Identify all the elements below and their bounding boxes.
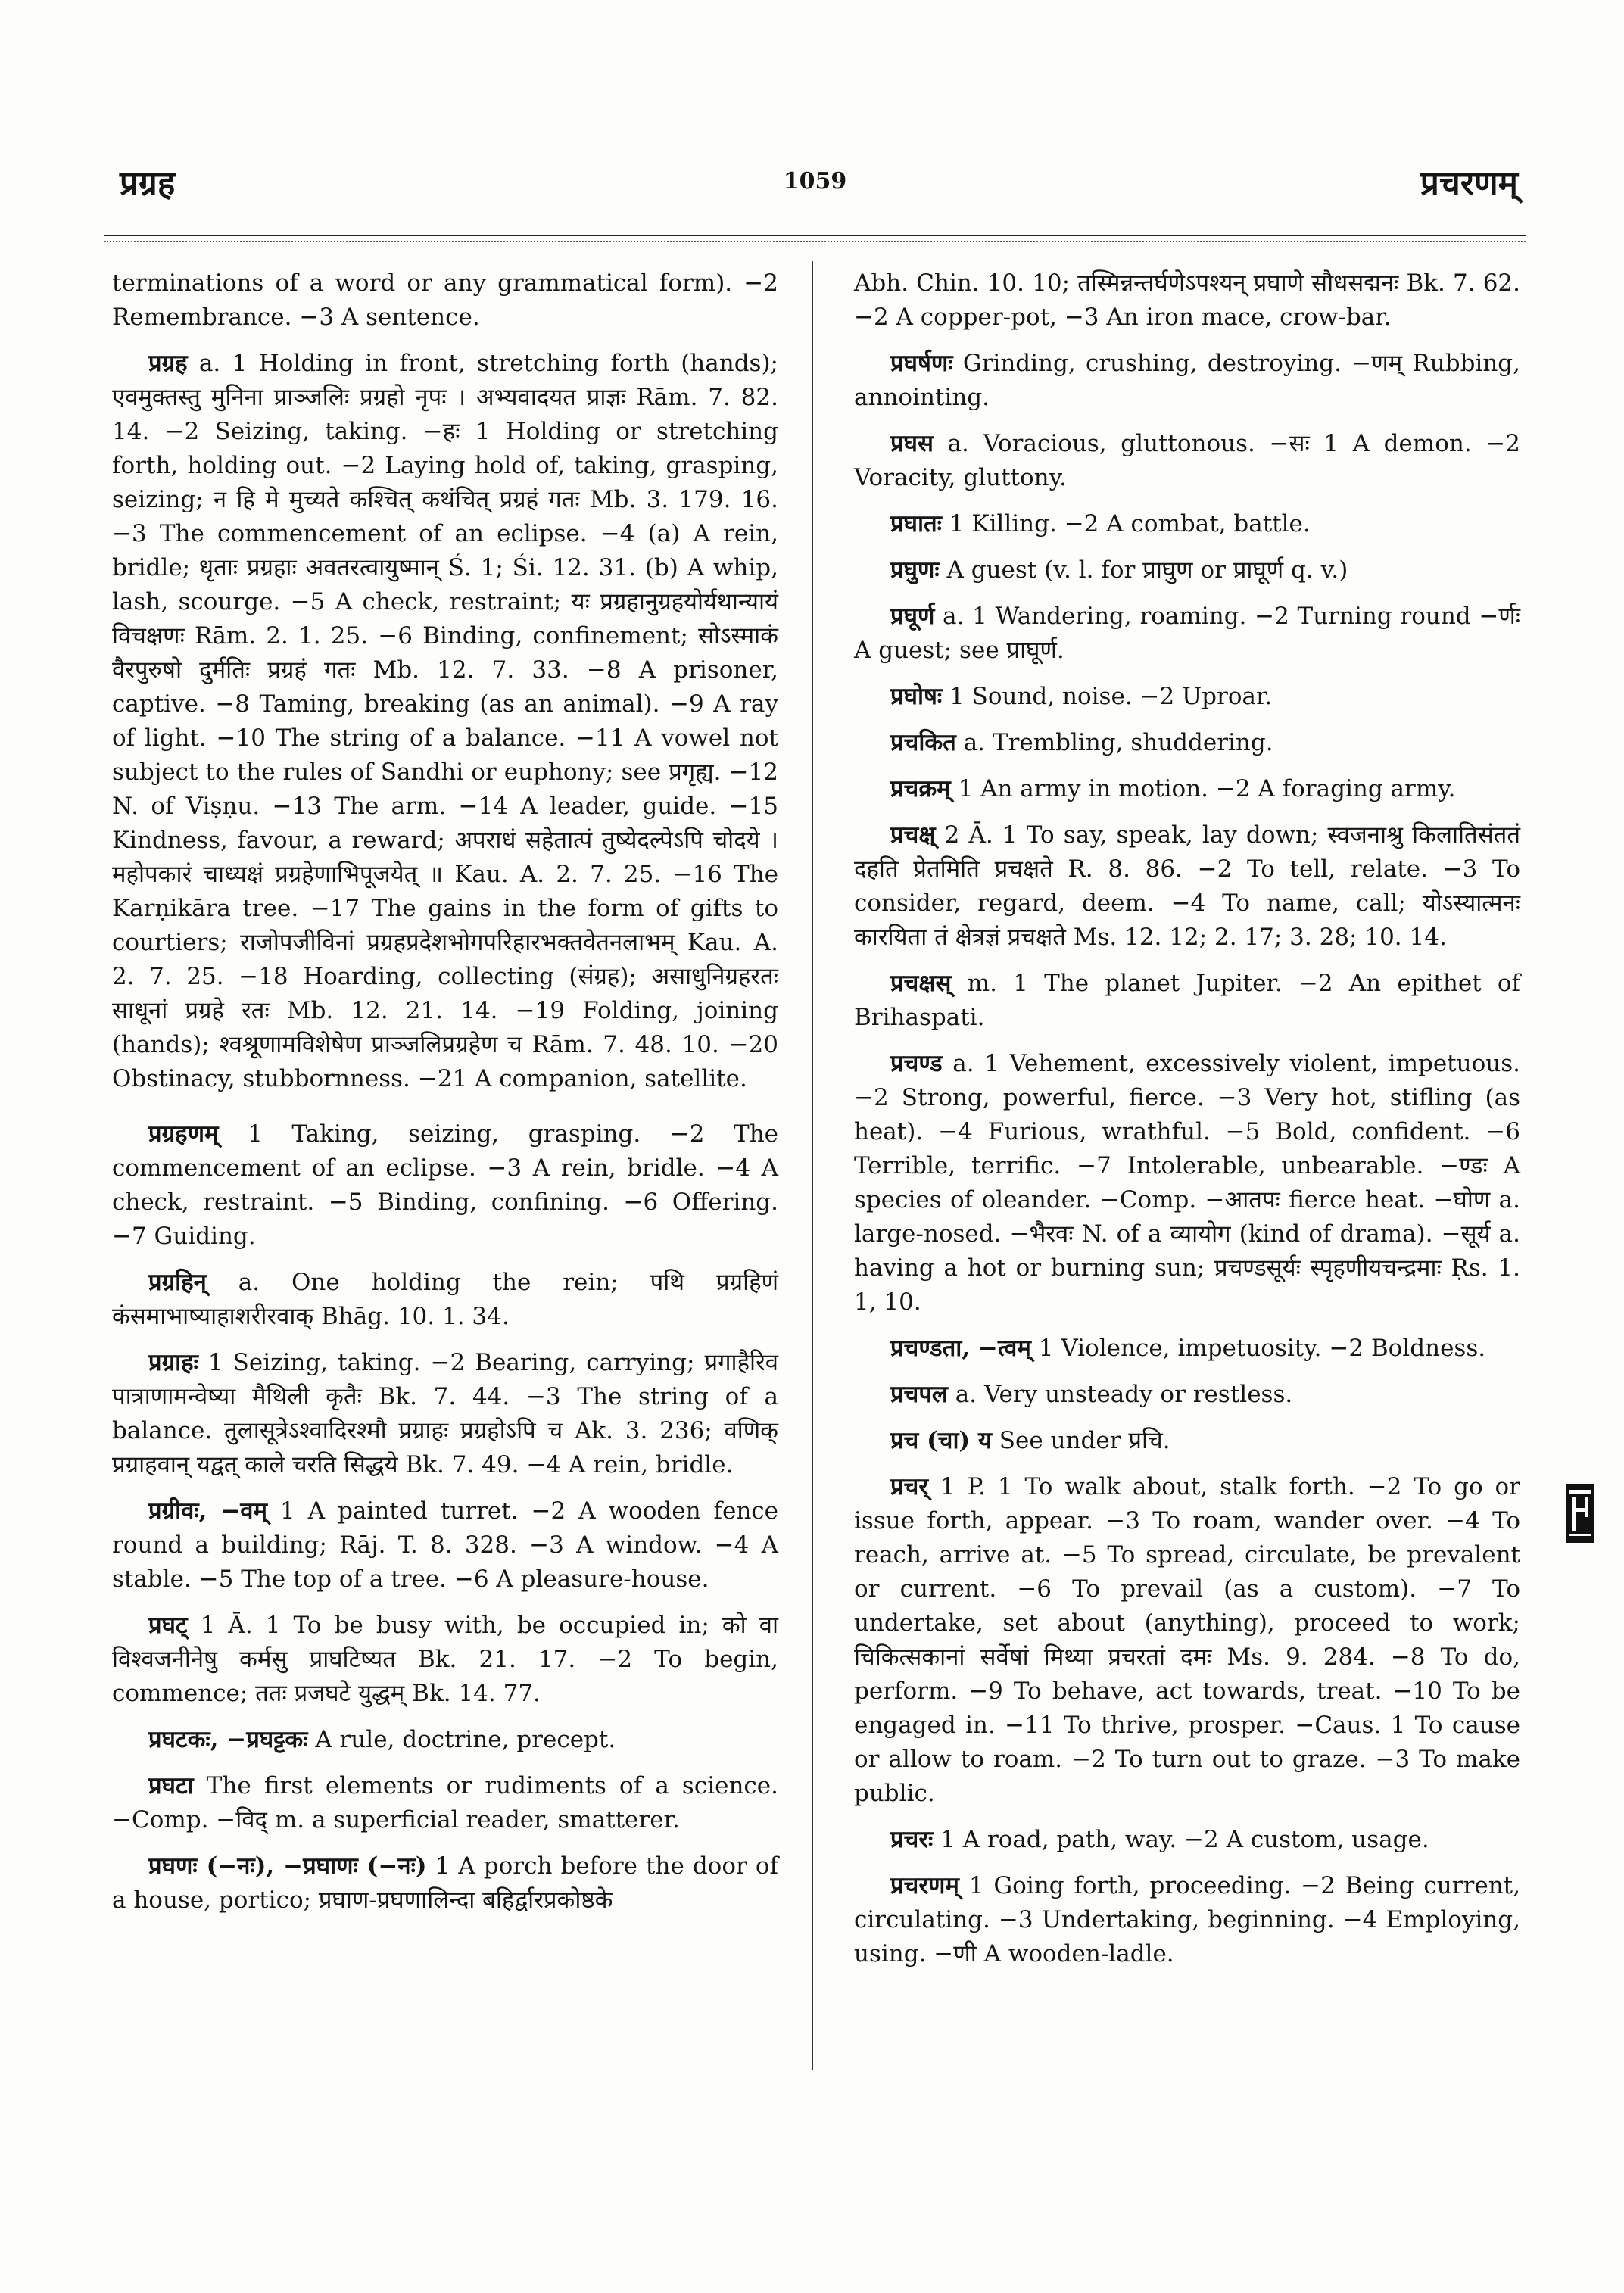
entry-headword: प्रग्रहणम् [148,1120,219,1148]
entry-headword: प्रघणः (−नः), −प्रघाणः (−नः) [148,1852,427,1880]
header-dotted-rule [104,241,1526,242]
entry-headword: प्रघर्षणः [890,350,953,377]
dictionary-entry: प्रचरणम् 1 Going forth, proceeding. −2 Being current, circulating. −3 Undertaking, beginning. −4 Employing, using. −णी A wooden-ladle. [854,1872,1520,1967]
entry-headword: प्रग्राहः [148,1349,198,1376]
entry-headword: प्रचरः [890,1826,934,1853]
dictionary-entry: प्रघटा The first elements or rudiments of a science. −Comp. −विद् m. a superficial reader, smatterer. [112,1772,778,1833]
entry-headword: प्रच (चा) य [890,1427,992,1454]
dictionary-entry: प्रघणः (−नः), −प्रघाणः (−नः) 1 A porch before the door of a house, portico; प्रघाण-प्रघणालिन्दा बहिर्द्वारप्रकोष्ठके [112,1852,778,1914]
entry-headword: प्रग्रीवः, −वम् [148,1497,268,1525]
dictionary-entry: Abh. Chin. 10. 10; तस्मिन्नन्तर्घणेऽपश्यन् प्रघाणे सौधसद्मनः Bk. 7. 62. −2 A copper-pot, −3 An iron mace, crow-bar. [854,269,1520,331]
entry-headword: प्रचण्डता, −त्वम् [890,1335,1031,1362]
dictionary-entry: प्रघर्षणः Grinding, crushing, destroying. −णम् Rubbing, annointing. [854,350,1520,411]
entry-headword: प्रग्रहिन् [148,1269,207,1296]
dictionary-entry: प्रघस a. Voracious, gluttonous. −सः 1 A demon. −2 Voracity, gluttony. [854,430,1520,491]
column-separator [812,261,813,2070]
entry-headword: प्रघस [890,430,934,457]
entry-headword: प्रघटकः, −प्रघट्टकः [148,1726,308,1753]
header-rule [104,235,1526,236]
dictionary-entry: प्रचकित a. Trembling, shuddering. [890,729,1273,756]
entry-headword: प्रचण्ड [890,1050,943,1077]
entry-headword: प्रघोषः [890,683,943,710]
dictionary-entry: प्रघोषः 1 Sound, noise. −2 Uproar. [890,683,1273,710]
dictionary-entry: प्रग्रहणम् 1 Taking, seizing, grasping. −2 The commencement of an eclipse. −3 A rein, bridle. −4 A check, restraint. −5 Binding, confining. −6 Offering. −7 Guiding. [112,1120,778,1250]
dictionary-entry: प्रग्राहः 1 Seizing, taking. −2 Bearing, carrying; प्रगाहैरिव पात्राणामन्वेष्या मैथिली कृतैः Bk. 7. 44. −3 The string of a balance. तुलासूत्रेऽश्वादिरश्मौ प्रग्राहः प्रग्रहोऽपि च Ak. 3. 236; वणिक् प्रग्राहवान् यद्वत् काले चरति सिद्धये Bk. 7. 49. −4 A rein, bridle. [112,1349,778,1478]
entry-headword: प्रचक्षस् [890,970,952,997]
dictionary-entry: प्रचण्ड a. 1 Vehement, excessively violent, impetuous. −2 Strong, powerful, fierce. −3 Very hot, stifling (as heat). −4 Furious, wrathful. −5 Bold, confident. −6 Terrible, terrific. −7 Intolerable, unbearable. −ण्डः A species of oleander. −Comp. −आतपः fierce heat. −घोण a. large-nosed. −भैरवः N. of a व्यायोग (kind of drama). −सूर्य a. having a hot or burning sun; प्रचण्डसूर्यः स्पृहणीयचन्द्रमाः Ṛs. 1. 1, 10. [854,1050,1520,1316]
dictionary-entry: प्रच (चा) य See under प्रचि. [890,1427,1170,1454]
left-column [112,266,778,1930]
page-number: 1059 [783,168,847,195]
entry-headword: प्रचक्रम् [890,775,951,802]
dictionary-entry: प्रघुणः A guest (v. l. for प्राघुण or प्राघूर्ण q. v.) [890,556,1348,584]
dictionary-entry: प्रघट् 1 Ā. 1 To be busy with, be occupied in; को वा विश्वजनीनेषु कर्मसु प्राघटिष्यत Bk. 21. 17. −2 To begin, commence; ततः प्रजघटे युद्धम् Bk. 14. 77. [112,1612,778,1707]
dictionary-entry: प्रचक्षस् m. 1 The planet Jupiter. −2 An epithet of Brihaspati. [854,970,1520,1031]
entry-headword: प्रचर् [890,1473,929,1500]
entry-headword: प्रघट् [148,1612,188,1639]
dictionary-entry: प्रघातः 1 Killing. −2 A combat, battle. [890,510,1311,537]
dictionary-entry: प्रघटकः, −प्रघट्टकः A rule, doctrine, precept. [148,1726,616,1753]
entry-headword: प्रचपल [890,1381,948,1408]
dictionary-entry: प्रचक्रम् 1 An army in motion. −2 A foraging army. [890,775,1456,802]
dictionary-entry: प्रचरः 1 A road, path, way. −2 A custom, usage. [890,1826,1429,1853]
entry-headword: प्रघटा [148,1772,194,1799]
entry-headword: प्रघूर्ण [890,603,935,630]
dictionary-entry: प्रग्रह a. 1 Holding in front, stretching forth (hands); एवमुक्तस्तु मुनिना प्राञ्जलिः प्रग्रहो नृपः । अभ्यवादयत प्राज्ञः Rām. 7. 82. 14. −2 Seizing, taking. −हः 1 Holding or stretching forth, holding out. −2 Laying hold of, taking, grasping, seizing; न हि मे मुच्यते कश्चित् कथंचित् प्रग्रहं गतः Mb. 3. 179. 16. −3 The commencement of an eclipse. −4 (a) A rein, bridle; धृताः प्रग्रहाः अवतरत्वायुष्मान् Ś. 1; Śi. 12. 31. (b) A whip, lash, scourge. −5 A check, restraint; यः प्रग्रहानुग्रहयोर्यथान्यायं विचक्षणः Rām. 2. 1. 25. −6 Binding, confinement; सोऽस्माकं वैरपुरुषो दुर्मतिः प्रग्रहं गतः Mb. 12. 7. 33. −8 A prisoner, captive. −8 Taming, breaking (as an animal). −9 A ray of light. −10 The string of a balance. −11 A vowel not subject to the rules of Sandhi or euphony; see प्रगृह्य. −12 N. of Viṣṇu. −13 The arm. −14 A leader, guide. −15 Kindness, favour, a reward; अपराधं सहेतात्पं तुष्येदल्पेऽपि चोदये । महोपकारं चाध्यक्षं प्रग्रहेणाभिपूजयेत् ॥ Kau. A. 2. 7. 25. −16 The Karṇikāra tree. −17 The gains in the form of gifts to courtiers; राजोपजीविनां प्रग्रहप्रदेशभोगपरिहारभक्तवेतनलाभम् Kau. A. 2. 7. 25. −18 Hoarding, collecting (संग्रह); असाधुनिग्रहरतः साधूनां प्रग्रहे रतः Mb. 12. 21. 14. −19 Folding, joining (hands); श्वश्रूणामविशेषेण प्राञ्जलिप्रग्रहेण च Rām. 7. 48. 10. −20 Obstinacy, stubbornness. −21 A companion, satellite. [112,350,778,1092]
dictionary-entry: प्रग्रहिन् a. One holding the rein; पथि प्रग्रहिणं कंसमाभाष्याहाशरीरवाक् Bhāg. 10. 1. 34. [112,1269,778,1330]
dictionary-entry: प्रचर् 1 P. 1 To walk about, stalk forth. −2 To go or issue forth, appear. −3 To roam, wander over. −4 To reach, arrive at. −5 To spread, circulate, be prevalent or current. −6 To prevail (as a custom). −7 To undertake, set about (anything), proceed to work; चिकित्सकानां सर्वेषां मिथ्या प्रचरतां दमः Ms. 9. 284. −8 To do, perform. −9 To behave, act towards, treat. −10 To be engaged in. −11 To thrive, prosper. −Caus. 1 To cause or allow to roam. −2 To turn out to graze. −3 To make public. [854,1473,1520,1807]
entry-headword: प्रचकित [890,729,956,756]
entry-headword: प्रचक्ष् [890,821,936,849]
left-running-headword: प्रग्रह [120,164,176,203]
right-running-headword: प्रचरणम् [1420,164,1518,203]
entry-headword: प्रग्रह [148,350,188,377]
dictionary-entry: terminations of a word or any grammatical form). −2 Remembrance. −3 A sentence. [112,269,778,331]
entry-headword: प्रचरणम् [890,1872,959,1899]
entry-headword: प्रघुणः [890,556,940,584]
right-column [854,266,1520,1983]
entry-headword: प्रघातः [890,510,942,537]
thumb-index-tab-icon [1566,1484,1594,1543]
page-header [104,151,1526,220]
dictionary-entry: प्रघूर्ण a. 1 Wandering, roaming. −2 Turning round −र्णः A guest; see प्राघूर्ण. [854,603,1520,664]
dictionary-entry: प्रग्रीवः, −वम् 1 A painted turret. −2 A wooden fence round a building; Rāj. T. 8. 328. −3 A window. −4 A stable. −5 The top of a tree. −6 A pleasure-house. [112,1497,779,1593]
dictionary-entry: प्रचपल a. Very unsteady or restless. [890,1381,1293,1408]
dictionary-entry: प्रचक्ष् 2 Ā. 1 To say, speak, lay down; स्वजनाश्रु किलातिसंततं दहति प्रेतमिति प्रचक्षते R. 8. 86. −2 To tell, relate. −3 To consider, regard, deem. −4 To name, call; योऽस्यात्मनः कारयिता तं क्षेत्रज्ञं प्रचक्षते Ms. 12. 12; 2. 17; 3. 28; 10. 14. [854,821,1520,951]
dictionary-entry: प्रचण्डता, −त्वम् 1 Violence, impetuosity. −2 Boldness. [890,1335,1486,1362]
